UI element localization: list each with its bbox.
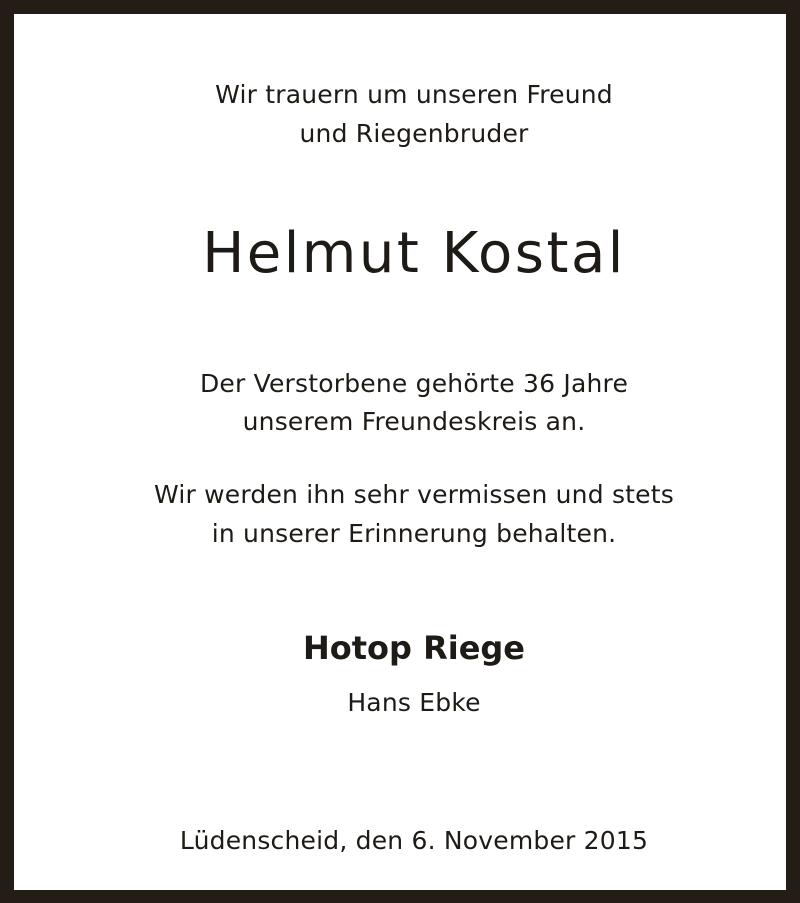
signatory-name: Hans Ebke	[347, 688, 481, 717]
tribute-line-1: Der Verstorbene gehörte 36 Jahre	[199, 369, 629, 398]
remembrance-line-2: in unserer Erinnerung behalten.	[211, 519, 617, 548]
group-name: Hotop Riege	[302, 629, 525, 667]
tribute-line-2: unserem Freundeskreis an.	[242, 407, 586, 436]
intro-line-2: und Riegenbruder	[299, 119, 529, 148]
deceased-name: Helmut Kostal	[202, 221, 626, 286]
place-date: Lüdenscheid, den 6. November 2015	[179, 826, 649, 855]
intro-line-1: Wir trauern um unseren Freund	[215, 80, 613, 109]
remembrance-line-1: Wir werden ihn sehr vermissen und stets	[154, 480, 674, 509]
